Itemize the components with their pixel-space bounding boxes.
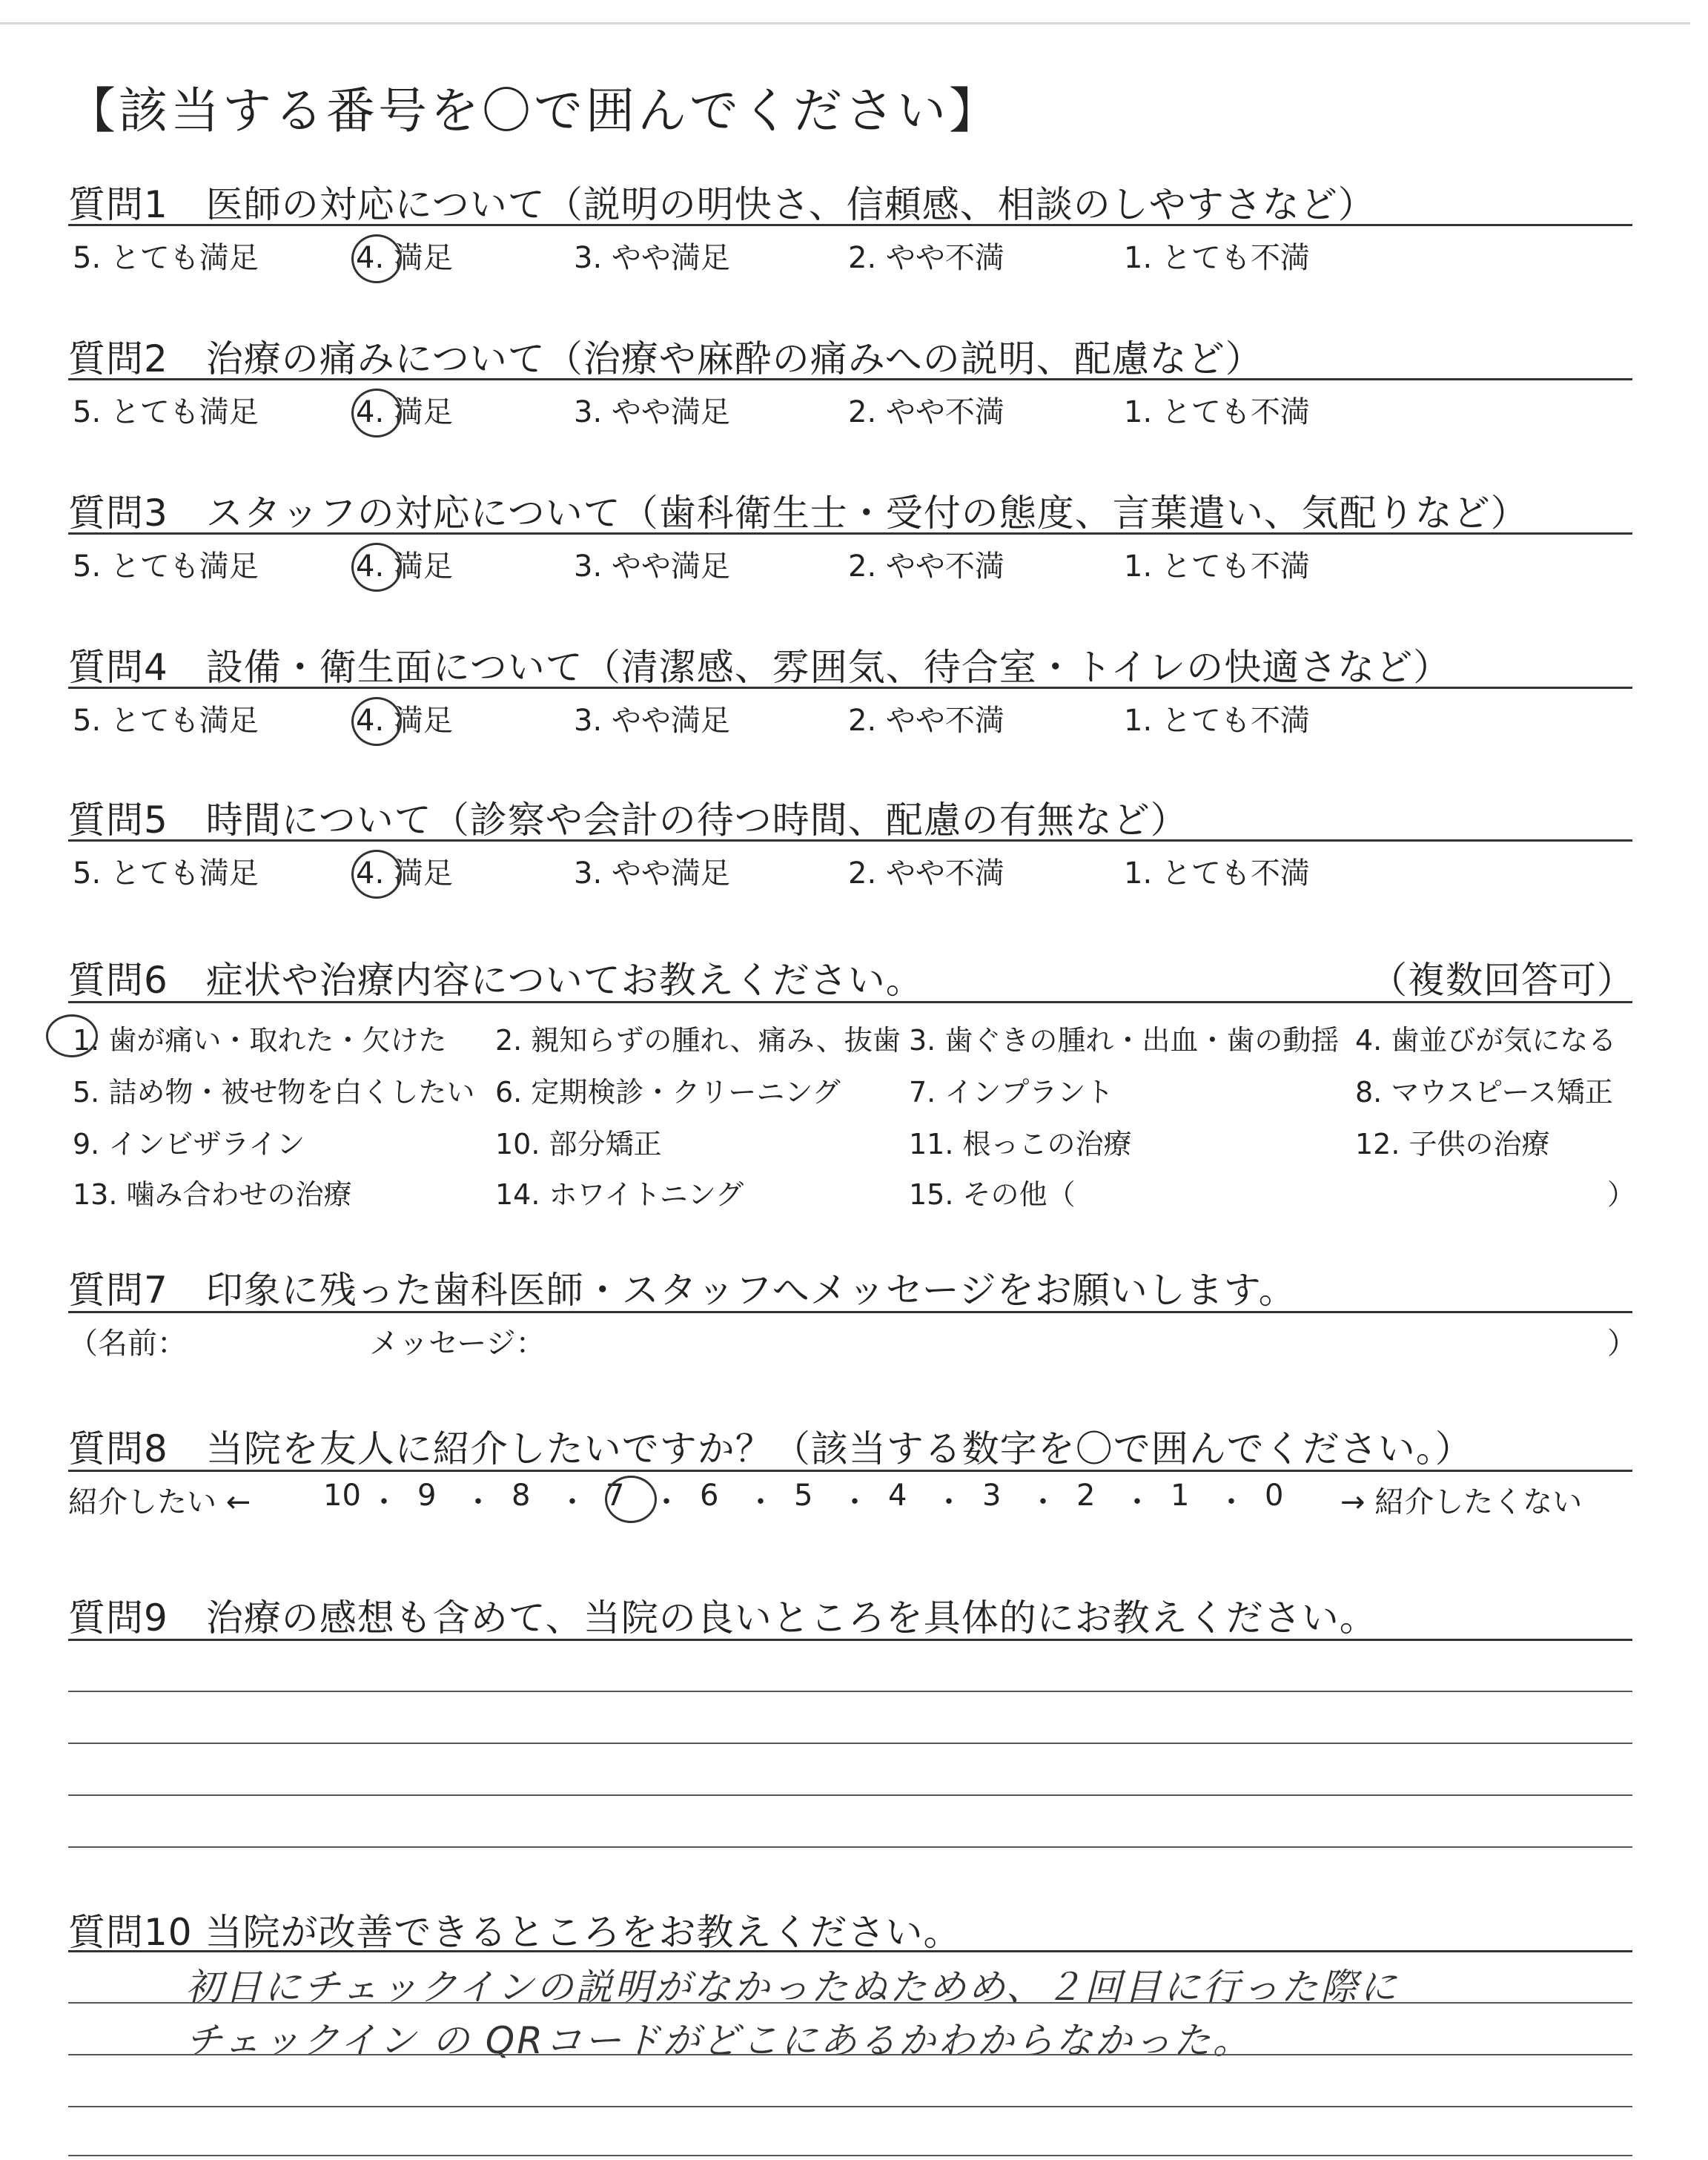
q8-scale-8[interactable]: 8	[512, 1479, 531, 1513]
q9-title: 質問9 治療の感想も含めて、当院の良いところを具体的にお教えください。	[68, 1596, 1377, 1639]
q8-scale-1[interactable]: 1	[1171, 1479, 1190, 1513]
q5-option-1[interactable]: 1. とても不満	[1124, 856, 1310, 891]
q9-answer-line	[68, 1794, 1632, 1796]
q6-item-2[interactable]: 2. 親知らずの腫れ、痛み、抜歯	[495, 1024, 901, 1057]
q8-left-label: 紹介したい ←	[68, 1485, 251, 1519]
q2-option-4[interactable]: 4. 満足	[356, 395, 453, 429]
q8-scale-4[interactable]: 4	[888, 1479, 907, 1513]
q2-selected-circle	[351, 389, 402, 437]
q4-title: 質問4 設備・衛生面について（清潔感、雰囲気、待合室・トイレの快適さなど）	[68, 646, 1452, 689]
q2-option-3[interactable]: 3. やや満足	[574, 395, 730, 429]
q6-item-12[interactable]: 12. 子供の治療	[1355, 1128, 1550, 1160]
q1-option-5[interactable]: 5. とても満足	[73, 241, 259, 275]
q8-separator: ・	[1028, 1485, 1058, 1519]
q6-item-1[interactable]: 1. 歯が痛い・取れた・欠けた	[73, 1024, 447, 1057]
q8-scale-5[interactable]: 5	[794, 1479, 813, 1513]
q3-option-5[interactable]: 5. とても満足	[73, 549, 259, 584]
q6-item-4[interactable]: 4. 歯並びが気になる	[1355, 1024, 1617, 1057]
q6-item-15[interactable]: 15. その他（	[909, 1178, 1076, 1211]
q7-close-paren: ）	[1607, 1327, 1637, 1361]
q8-selected-circle	[605, 1476, 657, 1523]
q7-title: 質問7 印象に残った歯科医師・スタッフへメッセージをお願いします。	[68, 1269, 1297, 1312]
q8-rule	[68, 1470, 1632, 1472]
q6-rule	[68, 1001, 1632, 1003]
q8-separator: ・	[463, 1485, 493, 1519]
q8-separator: ・	[652, 1485, 681, 1519]
q3-selected-circle	[351, 543, 402, 592]
q6-selected-circle	[46, 1014, 98, 1057]
q8-scale-6[interactable]: 6	[700, 1479, 719, 1513]
q10-answer-line-2: チェックイン の QRコードがどこにあるかわからなかった。	[185, 2019, 1252, 2062]
q2-option-5[interactable]: 5. とても満足	[73, 395, 259, 429]
q4-selected-circle	[351, 697, 402, 746]
q6-item-13[interactable]: 13. 噛み合わせの治療	[73, 1178, 352, 1211]
q6-item-5[interactable]: 5. 詰め物・被せ物を白くしたい	[73, 1076, 475, 1109]
q4-option-3[interactable]: 3. やや満足	[574, 704, 730, 738]
q10-answer-line	[68, 2106, 1632, 2107]
q1-option-4[interactable]: 4. 満足	[356, 241, 453, 275]
q8-scale-0[interactable]: 0	[1265, 1479, 1284, 1513]
q5-title: 質問5 時間について（診察や会計の待つ時間、配慮の有無など）	[68, 799, 1188, 842]
q9-answer-line	[68, 1846, 1632, 1848]
q3-rule	[68, 532, 1632, 535]
q5-option-5[interactable]: 5. とても満足	[73, 856, 259, 891]
q8-scale-9[interactable]: 9	[417, 1479, 437, 1513]
q8-separator: ・	[934, 1485, 964, 1519]
q5-selected-circle	[351, 850, 402, 899]
q8-separator: ・	[840, 1485, 870, 1519]
q10-answer-line	[68, 2054, 1632, 2055]
q5-option-3[interactable]: 3. やや満足	[574, 856, 730, 891]
q10-answer-line	[68, 2002, 1632, 2004]
q6-item-6[interactable]: 6. 定期検診・クリーニング	[495, 1076, 841, 1109]
q4-option-4[interactable]: 4. 満足	[356, 704, 453, 738]
q7-name-label: （名前：	[68, 1327, 187, 1361]
scan-edge-line	[0, 22, 1690, 24]
q6-other-close-paren: ）	[1607, 1178, 1636, 1211]
q4-rule	[68, 687, 1632, 689]
q1-option-2[interactable]: 2. やや不満	[848, 241, 1004, 275]
q8-separator: ・	[746, 1485, 775, 1519]
q4-option-1[interactable]: 1. とても不満	[1124, 704, 1310, 738]
q8-title: 質問8 当院を友人に紹介したいですか？（該当する数字を〇で囲んでください。）	[68, 1427, 1473, 1470]
form-instruction: 【該当する番号を〇で囲んでください】	[67, 82, 1001, 139]
q6-item-9[interactable]: 9. インビザライン	[73, 1128, 305, 1160]
q1-selected-circle	[351, 234, 402, 283]
q8-separator: ・	[557, 1485, 587, 1519]
q6-title: 質問6 症状や治療内容についてお教えください。	[68, 959, 924, 1002]
q9-rule	[68, 1639, 1632, 1641]
q9-answer-line	[68, 1743, 1632, 1744]
q5-option-4[interactable]: 4. 満足	[356, 856, 453, 891]
q6-item-14[interactable]: 14. ホワイトニング	[495, 1178, 744, 1211]
q2-rule	[68, 378, 1632, 380]
q6-multi-note: （複数回答可）	[1370, 959, 1635, 1002]
q1-title: 質問1 医師の対応について（説明の明快さ、信頼感、相談のしやすさなど）	[68, 183, 1376, 226]
q7-message-label: メッセージ：	[369, 1327, 546, 1361]
q10-answer-line	[68, 2155, 1632, 2156]
q1-option-1[interactable]: 1. とても不満	[1124, 241, 1310, 275]
q2-option-1[interactable]: 1. とても不満	[1124, 395, 1310, 429]
q4-option-2[interactable]: 2. やや不満	[848, 704, 1004, 738]
q1-rule	[68, 224, 1632, 226]
q2-title: 質問2 治療の痛みについて（治療や麻酔の痛みへの説明、配慮など）	[68, 337, 1263, 380]
q3-option-1[interactable]: 1. とても不満	[1124, 549, 1310, 584]
q8-scale-10[interactable]: 10	[323, 1479, 361, 1513]
q6-item-7[interactable]: 7. インプラント	[909, 1076, 1114, 1109]
q8-separator: ・	[1217, 1485, 1246, 1519]
q6-item-11[interactable]: 11. 根っこの治療	[909, 1128, 1132, 1160]
q6-item-8[interactable]: 8. マウスピース矯正	[1355, 1076, 1613, 1109]
q3-option-4[interactable]: 4. 満足	[356, 549, 453, 584]
q4-option-5[interactable]: 5. とても満足	[73, 704, 259, 738]
q8-scale-7[interactable]: 7	[606, 1479, 625, 1513]
q6-item-3[interactable]: 3. 歯ぐきの腫れ・出血・歯の動揺	[909, 1024, 1340, 1057]
q10-answer-line-1: 初日にチェックインの説明がなかったぬためめ、２回目に行った際に	[185, 1966, 1399, 2009]
q5-option-2[interactable]: 2. やや不満	[848, 856, 1004, 891]
q8-right-label: → 紹介したくない	[1340, 1485, 1583, 1519]
q3-option-3[interactable]: 3. やや満足	[574, 549, 730, 584]
q3-title: 質問3 スタッフの対応について（歯科衛生士・受付の態度、言葉遣い、気配りなど）	[68, 492, 1529, 535]
q3-option-2[interactable]: 2. やや不満	[848, 549, 1004, 584]
q8-separator: ・	[369, 1485, 399, 1519]
q2-option-2[interactable]: 2. やや不満	[848, 395, 1004, 429]
q10-rule	[68, 1950, 1632, 1952]
q9-answer-line	[68, 1691, 1632, 1692]
q1-option-3[interactable]: 3. やや満足	[574, 241, 730, 275]
q5-rule	[68, 839, 1632, 842]
q6-item-10[interactable]: 10. 部分矯正	[495, 1128, 662, 1160]
q8-scale-3[interactable]: 3	[982, 1479, 1002, 1513]
q10-title: 質問10 当院が改善できるところをお教えください。	[68, 1911, 961, 1954]
q7-rule	[68, 1311, 1632, 1313]
q8-scale-2[interactable]: 2	[1076, 1479, 1096, 1513]
q8-separator: ・	[1122, 1485, 1152, 1519]
